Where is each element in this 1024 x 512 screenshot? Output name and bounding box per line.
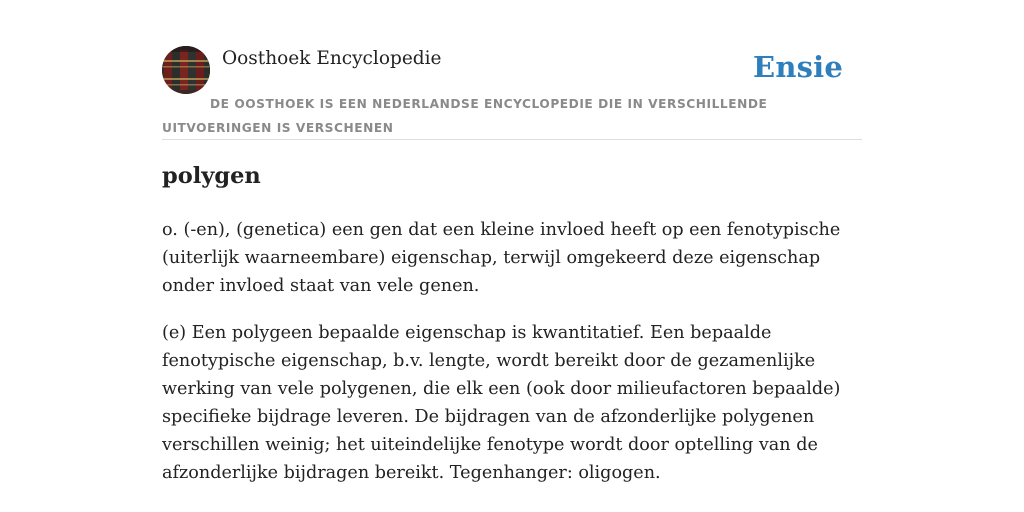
brand-logo[interactable]: Ensie [753,50,843,84]
site-title[interactable]: Oosthoek Encyclopedie [222,48,442,69]
entry-content [162,216,867,506]
book-spines-icon [162,46,210,94]
site-header [162,46,862,140]
entry-paragraph: o. (-en), (genetica) een gen dat een kleine invloed heeft op een fenotypische (uiterlijk waarneembare) eigenschap, terwijl omgekeerd deze eigenschap onder invloed staat van vele genen. [162,220,841,296]
page-title: polygen [162,163,261,189]
entry-paragraph: (e) Een polygeen bepaalde eigenschap is kwantitatief. Een bepaalde fenotypische eigenschap, b.v. lengte, wordt bereikt door de gezamenlijke werking van vele polygenen, die elk een (ook door milieufactoren bepaalde) specifieke bijdrage leveren. De bijdragen van de afzonderlijke polygenen verschillen weinig; het uiteindelijke fenotype wordt door optelling van de afzonderlijke bijdragen bereikt. Tegenhanger: oligogen. [162,323,841,483]
site-tagline: DE OOSTHOEK IS EEN NEDERLANDSE ENCYCLOPEDIE DIE IN VERSCHILLENDE UITVOERINGEN IS VERSCHENEN [162,97,768,135]
avatar[interactable] [162,46,210,94]
